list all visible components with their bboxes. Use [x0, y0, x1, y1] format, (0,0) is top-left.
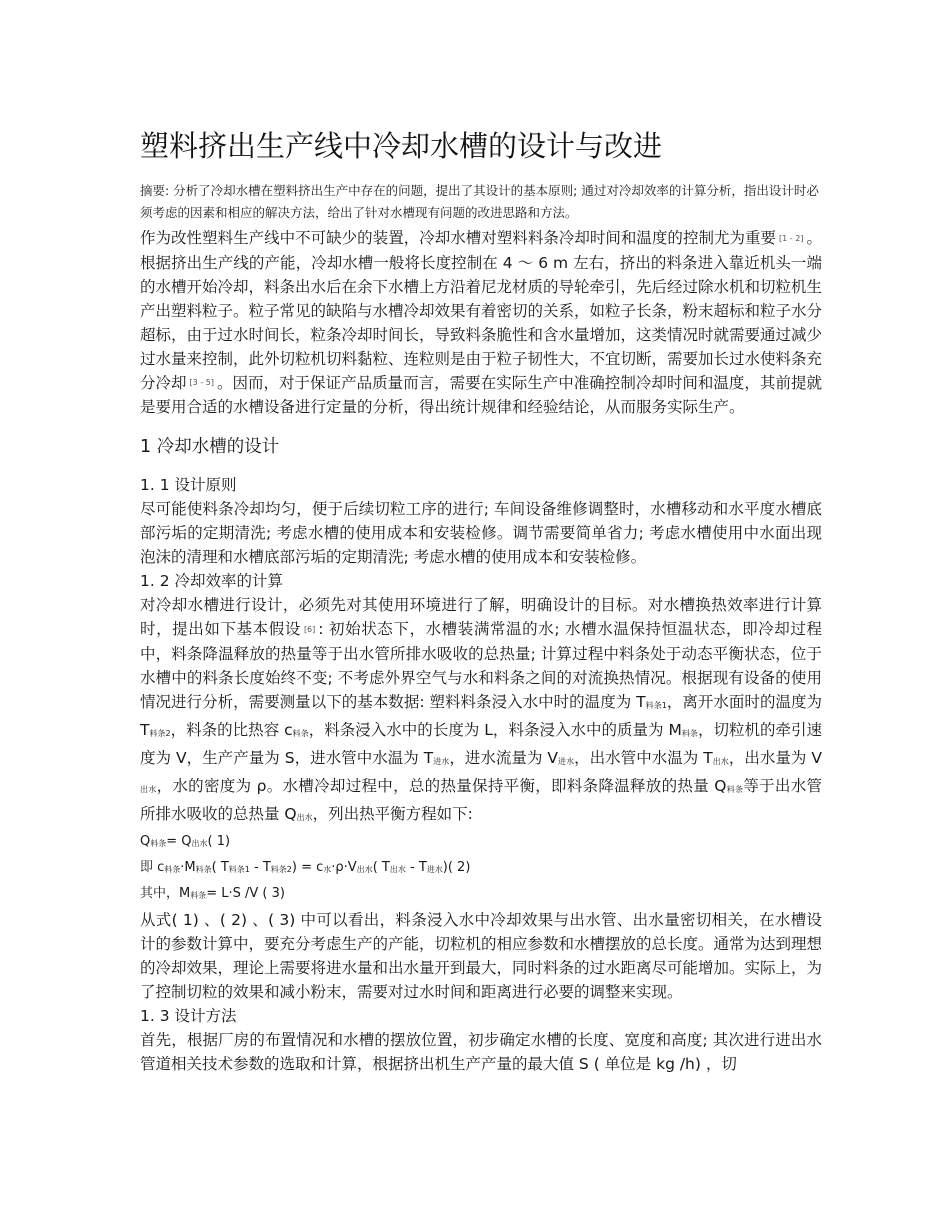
eq-text: = Q	[166, 833, 192, 849]
eq-text: Q	[140, 833, 151, 849]
subscript: 出水	[296, 812, 313, 822]
subscript: 料条	[681, 728, 698, 738]
text-run: ，料条浸入水中的长度为 L，料条浸入水中的质量为 M	[308, 720, 682, 739]
text-run: ，列出热平衡方程如下:	[312, 804, 473, 823]
subscript: 料条	[190, 890, 207, 900]
section-heading: 1 冷却水槽的设计	[140, 437, 280, 457]
design-principles-paragraph: 尽可能使料条冷却均匀，便于后续切粒工序的进行; 车间设备维修调整时，水槽移动和水平度水槽底部污垢的定期清洗; 考虑水槽的使用成本和安装检修。调节需要简单省力; 考虑水槽使用中水面出现泡沫的清理和水槽底部污垢的定期清洗; 考虑水槽的使用成本和安装检修。	[140, 500, 822, 566]
citation-ref: [6]	[303, 624, 316, 634]
analysis-paragraph: 从式( 1) 、( 2) 、( 3) 中可以看出，料条浸入水中冷却效果与出水管、出水量密切相关，在水槽设计的参数计算中，要充分考虑生产的产能，切粒机的相应参数和水槽摆放的总长度。通常为达到理想的冷却效果，理论上需要将进水量和出水量开到最大，同时料条的过水距离尽可能增加。实际上，为了控制切粒的效果和减小粉末，需要对过水时间和距离进行必要的调整来实现。	[140, 910, 823, 1001]
efficiency-paragraph	[140, 593, 822, 830]
subscript: 料条	[164, 864, 181, 874]
subscript: 料条2	[149, 728, 171, 738]
subscript: 出水	[389, 864, 406, 874]
subscript: 料条	[292, 728, 309, 738]
eq-text: ·M	[180, 859, 196, 875]
subscript: 出水	[356, 864, 373, 874]
subsection-heading: 1. 2 冷却效率的计算	[140, 572, 284, 590]
subscript: 出水	[712, 756, 729, 766]
eq-text: ) = c	[291, 859, 324, 875]
intro-text-1: 作为改性塑料生产线中不可缺少的装置，冷却水槽对塑料料条冷却时间和温度的控制尤为重要	[140, 229, 777, 247]
eq-text: 其中，M	[140, 885, 191, 901]
eq-text: = L·S /V ( 3)	[206, 885, 285, 901]
subscript: 料条1	[645, 700, 667, 710]
text-run: : 初始状态下，水槽装满常温的水; 水槽水温保持恒温状态，即冷却过程中，料条降温释放的热量等于出水管所排水吸收的总热量; 计算过程中料条处于动态平衡状态，位于水槽中的料条长度始终不变; 不考虑外界空气与水和料条之间的对流换热情况。根据现有设备的使用情况进行分析，需要测量以下的基本数据: 塑料料条浸入水中时的温度为 T	[140, 620, 822, 711]
eq-text: ( 1)	[207, 833, 231, 849]
text-run: ，出水量为 V	[728, 748, 823, 767]
eq-text: - T	[249, 859, 271, 875]
text-run: 等于出水管所排水吸收的总热量 Q	[140, 776, 822, 823]
subscript: 水	[323, 864, 332, 874]
subscript: 进水	[426, 864, 443, 874]
equation-3	[140, 882, 822, 908]
eq-text: 即 c	[140, 859, 165, 875]
subscript: 料条2	[270, 864, 292, 874]
text-run: ，水的密度为 ρ。水槽冷却过程中，总的热量保持平衡，即料条降温释放的热量 Q	[156, 776, 727, 795]
text-run: ，切粒机的牵引速度为 V，生产产量为 S，进水管中水温为 T	[140, 720, 823, 767]
subscript: 出水	[140, 784, 157, 794]
eq-text: ( T	[372, 859, 390, 875]
subscript: 料条	[150, 838, 167, 848]
text-run: 对冷却水槽进行设计，必须先对其使用环境进行了解，明确设计的目标。对水槽换热效率进行计算时，提出如下基本假设	[140, 596, 822, 638]
subsection-heading: 1. 3 设计方法	[140, 1006, 237, 1025]
intro-text-3: 。因而，对于保证产品质量而言，需要在实际生产中准确控制冷却时间和温度，其前提就是要用合适的水槽设备进行定量的分析，得出统计规律和经验结论，从而服务实际生产。	[140, 373, 822, 416]
subscript: 出水	[191, 838, 208, 848]
abstract: 摘要: 分析了冷却水槽在塑料挤出生产中存在的问题，提出了其设计的基本原则; 通过对冷却效率的计算分析，指出设计时必须考虑的因素和相应的解决方法，给出了针对水槽现有问题的改进思路和方法。	[140, 183, 819, 220]
eq-text: ·ρ·V	[331, 859, 357, 875]
design-method-paragraph: 首先，根据厂房的布置情况和水槽的摆放位置，初步确定水槽的长度、宽度和高度; 其次进行进出水管道相关技术参数的选取和计算，根据挤出机生产产量的最大值 S ( 单位是 kg /h) ，切	[140, 1030, 822, 1073]
subscript: 进水	[433, 756, 450, 766]
subscript: 料条	[726, 784, 744, 794]
text-run: ，料条的比热容 c	[170, 720, 293, 739]
equation-2	[140, 856, 822, 882]
document-title: 塑料挤出生产线中冷却水槽的设计与改进	[140, 129, 663, 163]
intro-text-2: 。根据挤出生产线的产能，冷却水槽一般将长度控制在 4 ～ 6 m 左右，挤出的料条进入靠近机头一端的水槽开始冷却，料条出水后在余下水槽上方沿着尼龙材质的导轮牵引，先后经过除水机和切粒机生产出塑料粒子。粒子常见的缺陷与水槽冷却效果有着密切的关系，如粒子长条，粉末超标和粒子水分超标，由于过水时间长，粒条冷却时间长，导致料条脆性和含水量增加，这类情况时就需要通过减少过水量来控制，此外切粒机切料黏粒、连粒则是由于粒子韧性大，不宜切断，需要加长过水使料条充分冷却	[140, 229, 823, 392]
intro-paragraph	[140, 226, 822, 419]
eq-text: - T	[405, 859, 427, 875]
text-run: ，离开水面时的温度为 T	[140, 692, 822, 739]
subscript: 料条1	[228, 864, 250, 874]
subscript: 进水	[558, 756, 575, 766]
text-run: ，进水流量为 V	[449, 748, 559, 767]
subscript: 料条	[195, 864, 212, 874]
equation-1	[140, 830, 822, 856]
citation-ref: [1 - 2]	[779, 233, 804, 243]
eq-text: ( T	[211, 859, 229, 875]
citation-ref: [3 - 5]	[189, 378, 214, 387]
text-run: ，出水管中水温为 T	[574, 748, 713, 767]
subsection-heading: 1. 1 设计原则	[140, 476, 237, 494]
eq-text: )( 2)	[442, 859, 471, 875]
